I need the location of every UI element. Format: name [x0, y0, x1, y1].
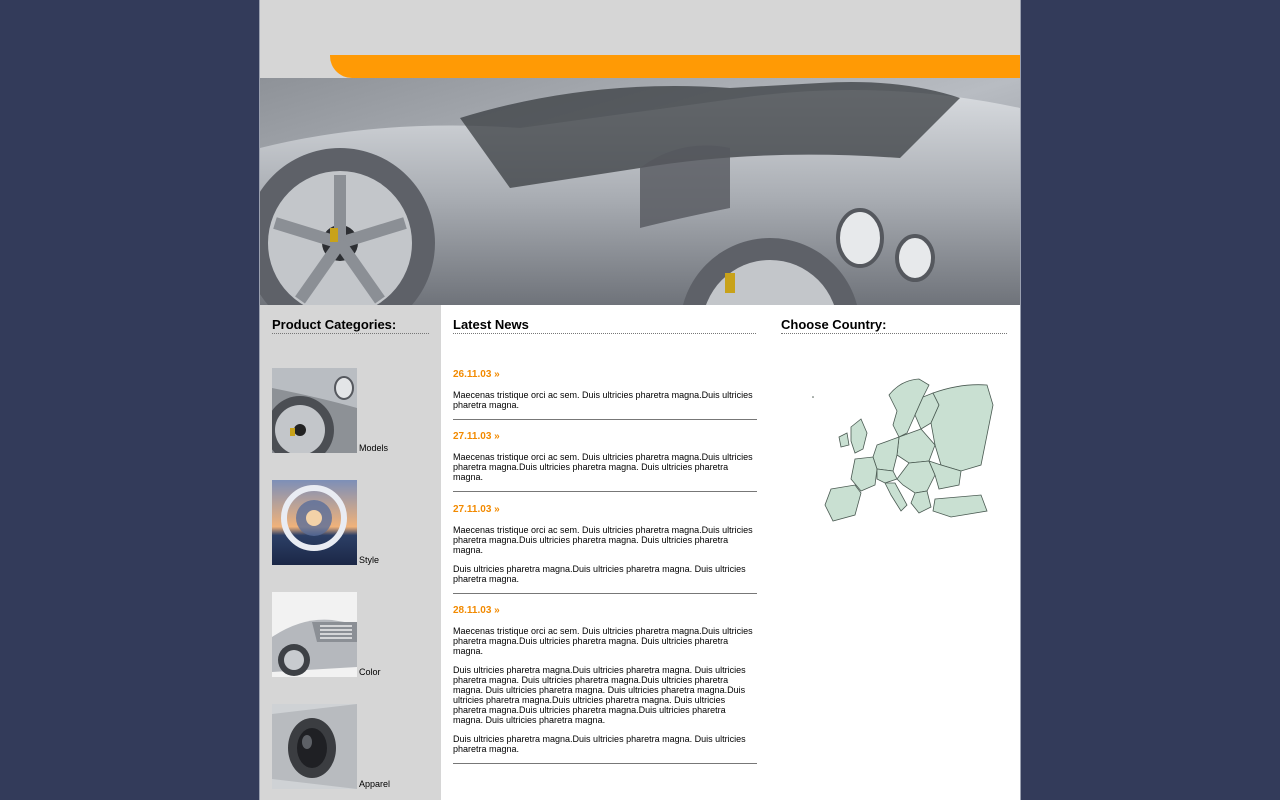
category-label-models[interactable]: Models — [359, 443, 389, 453]
choose-country-panel — [781, 305, 1020, 800]
news-paragraph: Maecenas tristique orci ac sem. Duis ultricies pharetra magna.Duis ultricies pharetra magna.Duis ultricies pharetra magna. Duis ultricies pharetra magna. — [453, 452, 753, 482]
orange-band — [260, 55, 1020, 78]
category-apparel[interactable] — [272, 704, 432, 790]
wheel-photo-icon[interactable] — [272, 368, 357, 453]
news-divider — [453, 763, 757, 764]
news-item — [453, 369, 757, 420]
product-categories-heading: Product Categories: — [272, 317, 429, 334]
choose-country-heading: Choose Country: — [781, 317, 1007, 334]
latest-news-heading: Latest News — [453, 317, 756, 334]
category-label-style[interactable]: Style — [359, 555, 380, 565]
page-container — [259, 0, 1021, 800]
car-side-photo-icon[interactable] — [272, 592, 357, 677]
news-divider — [453, 593, 757, 594]
product-categories-panel — [260, 305, 441, 800]
news-paragraph: Duis ultricies pharetra magna.Duis ultricies pharetra magna. Duis ultricies pharetra magna. — [453, 734, 746, 754]
latest-news-panel — [441, 305, 781, 800]
category-models[interactable] — [272, 368, 432, 454]
news-date-link[interactable]: 28.11.03 » — [453, 605, 500, 616]
news-item — [453, 431, 757, 492]
hero-car-image — [260, 78, 1020, 305]
news-paragraph: Duis ultricies pharetra magna.Duis ultricies pharetra magna. Duis ultricies pharetra magna. Duis ultricies pharetra magna.Duis ultricies pharetra magna. Duis ultricies pharetra magna. Duis ultricies pharetra magna.Duis ultricies pharetra magna.Duis ultricies pharetra magna. Duis ultricies pharetra magna.Duis ultricies pharetra magna.Duis ultricies pharetra magna. Duis ultricies pharetra magna. — [453, 665, 746, 725]
news-date-link[interactable]: 27.11.03 » — [453, 504, 500, 515]
orange-tab — [330, 55, 1020, 78]
sports-car-icon — [260, 78, 1020, 305]
news-paragraph: Maecenas tristique orci ac sem. Duis ultricies pharetra magna.Duis ultricies pharetra magna.Duis ultricies pharetra magna. Duis ultricies pharetra magna. — [453, 626, 753, 656]
news-divider — [453, 491, 757, 492]
news-item — [453, 605, 757, 764]
news-item — [453, 504, 757, 594]
news-divider — [453, 419, 757, 420]
category-style[interactable] — [272, 480, 432, 566]
lens-sunset-photo-icon[interactable] — [272, 480, 357, 565]
category-label-apparel[interactable]: Apparel — [359, 779, 391, 789]
lens-barrel-photo-icon[interactable] — [272, 704, 357, 789]
category-color[interactable] — [272, 592, 432, 678]
news-paragraph: Maecenas tristique orci ac sem. Duis ultricies pharetra magna.Duis ultricies pharetra magna. — [453, 390, 753, 410]
europe-map-icon[interactable] — [811, 375, 1001, 535]
news-date-link[interactable]: 27.11.03 » — [453, 431, 500, 442]
top-banner — [260, 0, 1020, 55]
news-paragraph: Duis ultricies pharetra magna.Duis ultricies pharetra magna. Duis ultricies pharetra magna. — [453, 564, 746, 584]
category-label-color[interactable]: Color — [359, 667, 381, 677]
news-date-link[interactable]: 26.11.03 » — [453, 369, 500, 380]
news-paragraph: Maecenas tristique orci ac sem. Duis ultricies pharetra magna.Duis ultricies pharetra magna.Duis ultricies pharetra magna. Duis ultricies pharetra magna. — [453, 525, 753, 555]
